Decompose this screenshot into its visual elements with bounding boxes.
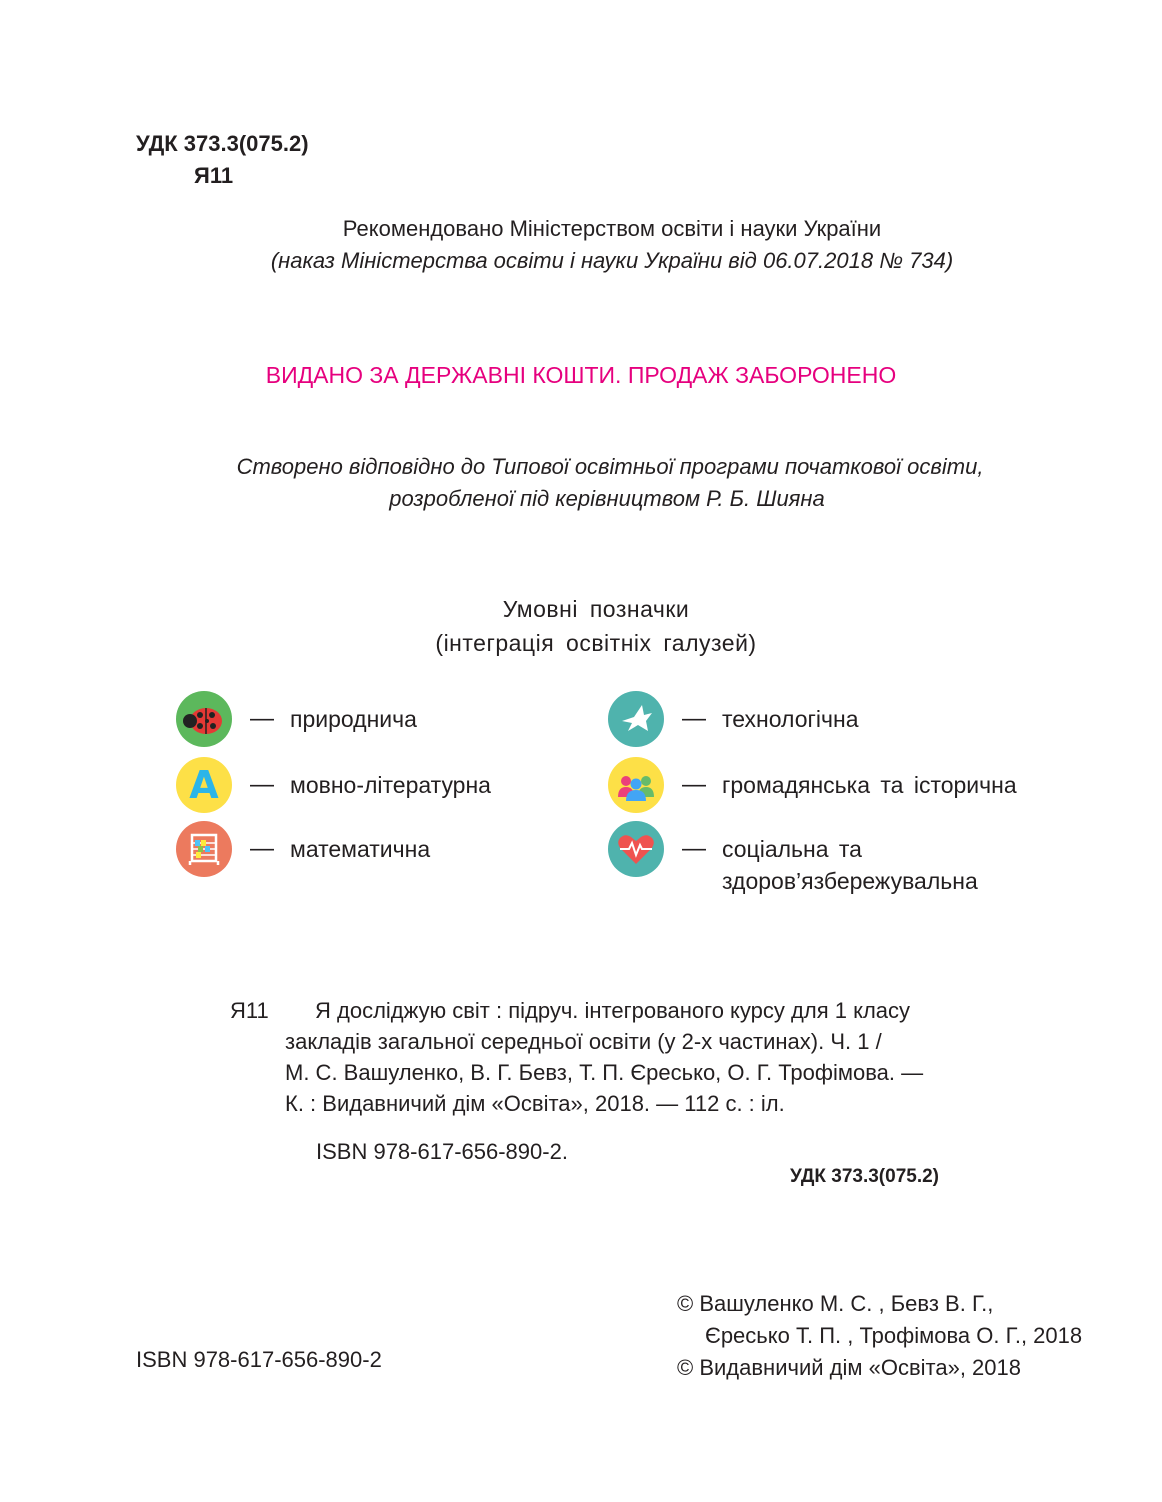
legend-item-technology (608, 691, 859, 747)
legend-label-line: соціальна та (722, 836, 862, 862)
legend-label-line: здоров’язбережувальна (722, 868, 978, 894)
dash: — (250, 705, 274, 732)
dash: — (250, 835, 274, 862)
biblio-line: закладів загальної середньої освіти (у 2-х частинах). Ч. 1 / (285, 1029, 882, 1054)
book-code: Я11 (194, 163, 234, 188)
biblio-line: М. С. Вашуленко, В. Г. Бевз, Т. П. Єресько, О. Г. Трофімова. — (285, 1060, 924, 1085)
dash: — (250, 771, 274, 798)
legend-item-natural (176, 691, 417, 747)
bibliographic-entry (230, 995, 923, 1119)
copyright-line: © Вашуленко М. С. , Бевз В. Г., (677, 1291, 994, 1316)
copyright-line: Єресько Т. П. , Трофімова О. Г., 2018 (705, 1323, 1083, 1348)
dash: — (682, 705, 706, 732)
dash: — (682, 835, 706, 862)
letter-a-icon (176, 757, 232, 813)
state-funded-notice: ВИДАНО ЗА ДЕРЖАВНІ КОШТИ. ПРОДАЖ ЗАБОРОНЕНО (265, 362, 897, 388)
legend-heading: Умовні позначки (502, 596, 690, 622)
legend-item-math (176, 821, 430, 877)
legend-label: природнича (290, 706, 417, 732)
legend-label: технологічна (722, 706, 859, 732)
udk-right: УДК 373.3(075.2) (790, 1166, 940, 1187)
isbn-footer: ISBN 978-617-656-890-2 (136, 1347, 382, 1372)
legend-label: математична (290, 836, 431, 862)
legend-title (0, 592, 1162, 660)
legend-label: мовно-літературна (290, 772, 491, 798)
program-note (0, 451, 1162, 515)
legend-label (722, 833, 978, 897)
legend-item-civic (608, 757, 1017, 813)
book-code: Я11 (230, 998, 269, 1023)
legend-item-language (176, 757, 491, 813)
letter-a-glyph: A (189, 763, 219, 807)
heart-pulse-icon (608, 821, 664, 877)
legend-item-social-health (608, 821, 978, 897)
copyright-line: © Видавничий дім «Освіта», 2018 (677, 1355, 1021, 1380)
bird-icon (608, 691, 664, 747)
program-line: розробленої під керівництвом Р. Б. Шияна (389, 486, 825, 511)
abacus-icon (176, 821, 232, 877)
program-line: Створено відповідно до Типової освітньої програми початкової освіти, (236, 454, 984, 479)
biblio-line: Я досліджую світ : підруч. інтегрованого курсу для 1 класу (315, 998, 911, 1023)
legend-subheading: (інтеграція освітніх галузей) (435, 630, 757, 656)
udk-header (136, 128, 309, 192)
ministry-order: (наказ Міністерства освіти і науки України від 06.07.2018 № 734) (270, 248, 954, 273)
recommendation-line: Рекомендовано Міністерством освіти і науки України (342, 216, 882, 241)
isbn-entry: ISBN 978-617-656-890-2. (316, 1139, 568, 1164)
legend-label: громадянська та історична (722, 772, 1017, 798)
recommendation (0, 213, 1162, 277)
ladybug-icon (176, 691, 232, 747)
copyright-block (677, 1288, 1082, 1384)
udk-code: УДК 373.3(075.2) (136, 131, 309, 156)
people-icon (608, 757, 664, 813)
dash: — (682, 771, 706, 798)
biblio-line: К. : Видавничий дім «Освіта», 2018. — 112 с. : іл. (285, 1091, 785, 1116)
